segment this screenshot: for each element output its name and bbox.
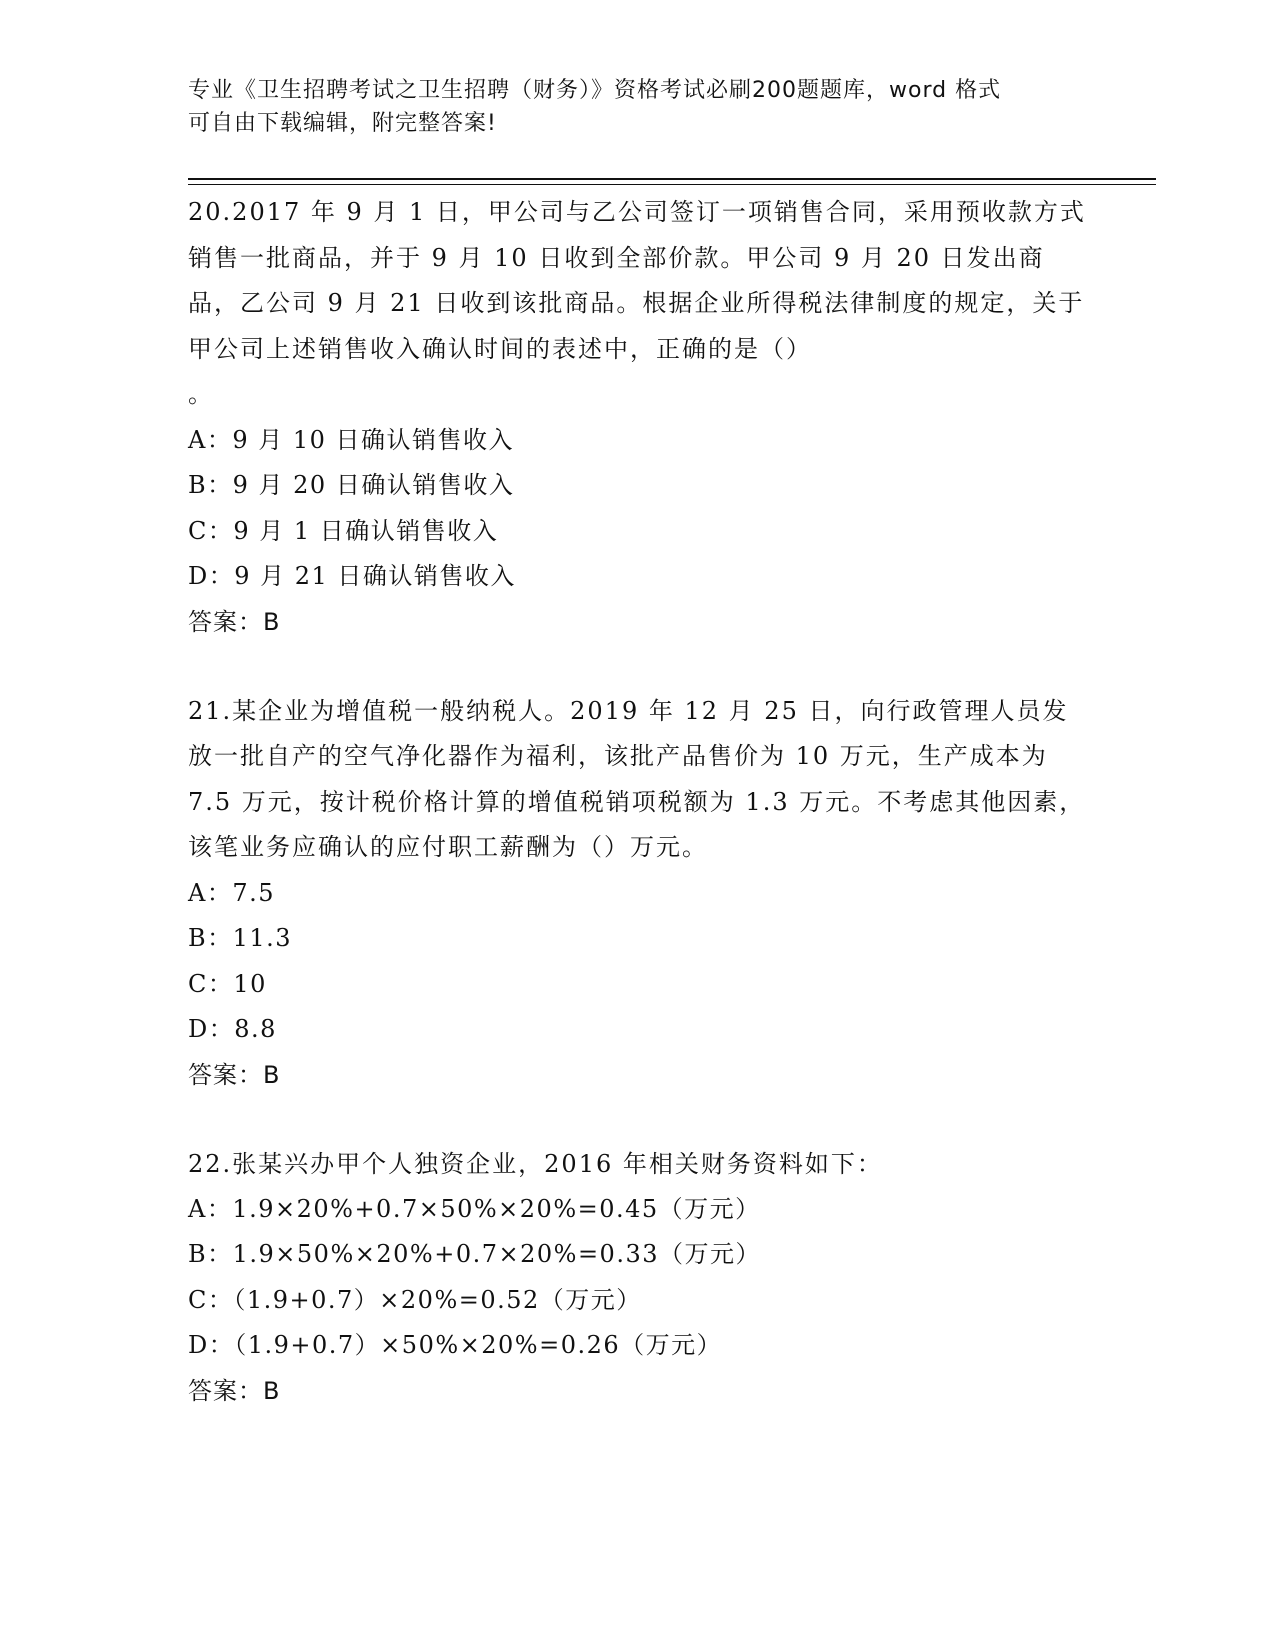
question-20 <box>188 190 1088 645</box>
answer: 答案：B <box>188 607 281 636</box>
document-header <box>188 74 1088 140</box>
question-list <box>188 190 1088 1414</box>
answer: 答案：B <box>188 1376 281 1405</box>
question-21 <box>188 689 1088 1098</box>
question-spacer <box>188 1098 1088 1142</box>
option-a: A：7.5 <box>188 878 275 907</box>
question-text: 20.2017 年 9 月 1 日，甲公司与乙公司签订一项销售合同，采用预收款方式销售一批商品，并于 9 月 10 日收到全部价款。甲公司 9 月 20 日发出商品，乙公司 9 月 21 日收到该批商品。根据企业所得税法律制度的规定，关于甲公司上述销售收入确认时间的表述中，正确的是（） <box>188 198 1086 363</box>
question-text: 21.某企业为增值税一般纳税人。2019 年 12 月 25 日，向行政管理人员发放一批自产的空气净化器作为福利，该批产品售价为 10 万元，生产成本为 7.5 万元，按计税价格计算的增值税销项税额为 1.3 万元。不考虑其他因素，该笔业务应确认的应付职工薪酬为（）万元。 <box>188 696 1086 861</box>
question-22 <box>188 1142 1088 1414</box>
option-b: B：11.3 <box>188 924 293 952</box>
header-divider-thick <box>188 178 1156 180</box>
question-trailing-punctuation: 。 <box>188 380 214 408</box>
option-b: B：1.9×50%×20%+0.7×20%=0.33（万元） <box>188 1240 761 1268</box>
header-divider-thin <box>188 184 1156 185</box>
option-b: B：9 月 20 日确认销售收入 <box>188 471 515 499</box>
option-c: C：（1.9+0.7）×20%=0.52（万元） <box>188 1285 642 1314</box>
option-c: C：10 <box>188 969 267 998</box>
option-a: A：1.9×20%+0.7×50%×20%=0.45（万元） <box>188 1194 761 1223</box>
question-spacer <box>188 645 1088 689</box>
option-c: C：9 月 1 日确认销售收入 <box>188 516 499 545</box>
option-a: A：9 月 10 日确认销售收入 <box>188 425 515 454</box>
answer: 答案：B <box>188 1060 281 1089</box>
header-title-line1: 专业《卫生招聘考试之卫生招聘（财务）》资格考试必刷200题题库，word 格式 <box>188 78 1002 103</box>
question-text: 22.张某兴办甲个人独资企业，2016 年相关财务资料如下： <box>188 1149 883 1178</box>
option-d: D：（1.9+0.7）×50%×20%=0.26（万元） <box>188 1331 723 1359</box>
header-title-line2: 可自由下载编辑，附完整答案! <box>188 111 497 136</box>
option-d: D：9 月 21 日确认销售收入 <box>188 562 516 590</box>
option-d: D：8.8 <box>188 1015 277 1043</box>
